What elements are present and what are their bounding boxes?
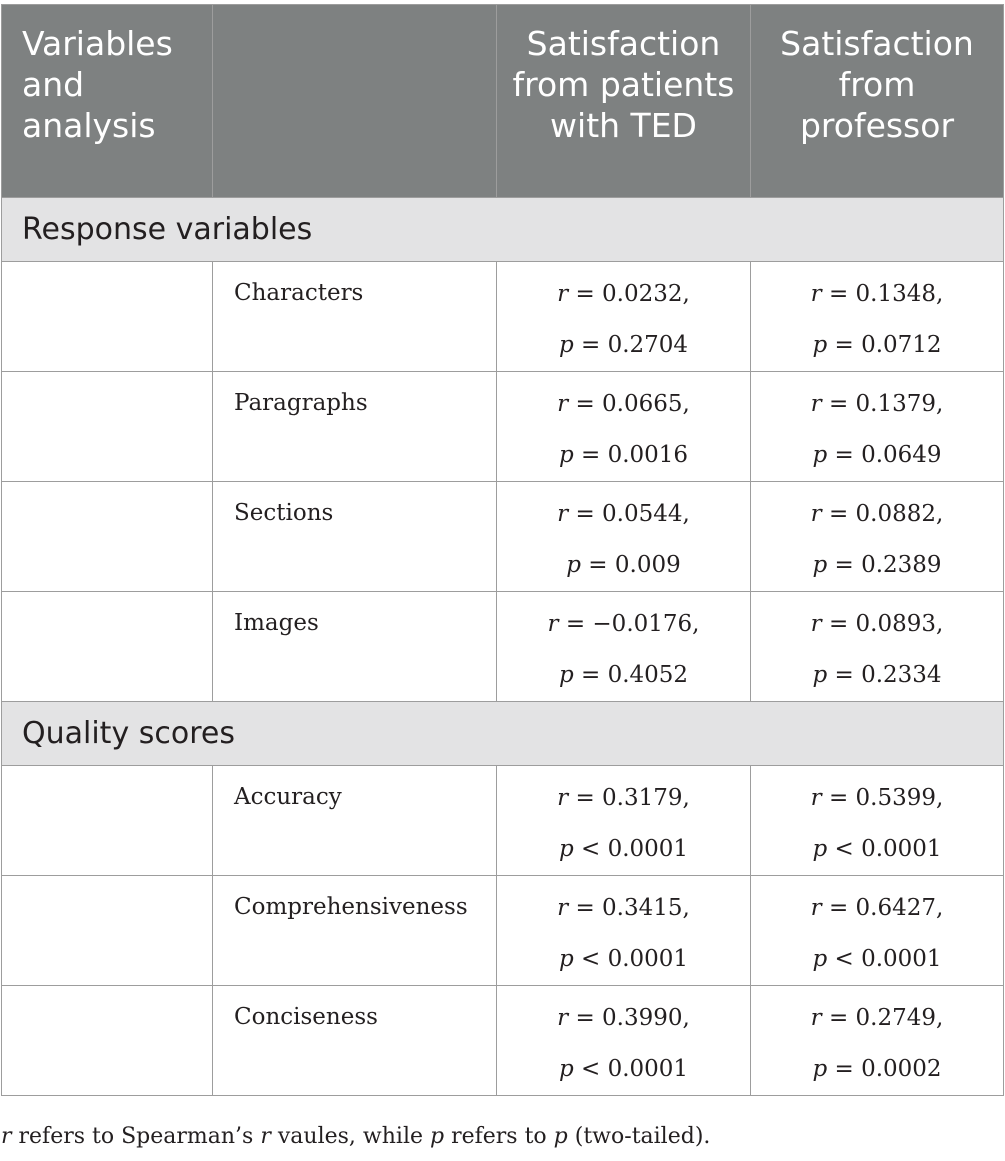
p-line: p < 0.0001: [812, 946, 942, 972]
table-footnote: r refers to Spearman’s r vaules, while p refers to p (two-tailed).: [1, 1124, 711, 1149]
professor-value-cell: [751, 482, 1004, 592]
r-line: r = 0.0232,: [557, 281, 690, 307]
r-line: r = −0.0176,: [547, 611, 700, 637]
variable-name: Accuracy: [213, 766, 497, 876]
table-row: [2, 372, 1004, 482]
r-line: r = 0.0893,: [810, 611, 944, 637]
blank-cell: [2, 986, 213, 1096]
r-line: r = 0.0544,: [557, 501, 690, 527]
p-line: p = 0.2704: [558, 332, 689, 358]
p-line: p = 0.0712: [812, 332, 942, 358]
patients-value-cell: [497, 986, 751, 1096]
r-line: r = 0.5399,: [810, 785, 944, 811]
professor-value-cell: [751, 372, 1004, 482]
variable-name: Paragraphs: [213, 372, 497, 482]
professor-value-cell: [751, 986, 1004, 1096]
variable-name: Images: [213, 592, 497, 702]
r-line: r = 0.1348,: [810, 281, 944, 307]
blank-cell: [2, 592, 213, 702]
r-line: r = 0.0882,: [810, 501, 944, 527]
professor-value-cell: [751, 262, 1004, 372]
patients-value-cell: [497, 766, 751, 876]
professor-value-cell: [751, 876, 1004, 986]
header-satisfaction-patients: Satisfaction from patients with TED: [497, 5, 751, 198]
section-row: [2, 198, 1004, 262]
blank-cell: [2, 262, 213, 372]
patients-value-cell: [497, 482, 751, 592]
p-line: p = 0.2334: [812, 662, 942, 688]
r-line: r = 0.3990,: [557, 1005, 690, 1031]
variable-name: Sections: [213, 482, 497, 592]
p-line: p < 0.0001: [812, 836, 942, 862]
correlation-table: [1, 4, 1004, 1096]
table-row: [2, 986, 1004, 1096]
table-row: [2, 766, 1004, 876]
table-row: [2, 482, 1004, 592]
patients-value-cell: [497, 372, 751, 482]
r-line: r = 0.2749,: [810, 1005, 944, 1031]
table-body: [2, 198, 1004, 1096]
table-row: [2, 876, 1004, 986]
r-line: r = 0.6427,: [810, 895, 944, 921]
p-line: p = 0.0002: [812, 1056, 942, 1082]
patients-value-cell: [497, 876, 751, 986]
r-line: r = 0.1379,: [810, 391, 944, 417]
r-line: r = 0.3179,: [557, 785, 690, 811]
section-title: Quality scores: [2, 702, 1004, 766]
p-line: p = 0.0016: [558, 442, 689, 468]
table-row: [2, 592, 1004, 702]
section-title: Response variables: [2, 198, 1004, 262]
blank-cell: [2, 482, 213, 592]
header-row: [2, 5, 1004, 198]
variable-name: Conciseness: [213, 986, 497, 1096]
header-blank: [213, 5, 497, 198]
section-row: [2, 702, 1004, 766]
patients-value-cell: [497, 262, 751, 372]
header-satisfaction-professor: Satisfaction from professor: [751, 5, 1004, 198]
blank-cell: [2, 876, 213, 986]
variable-name: Comprehensiveness: [213, 876, 497, 986]
p-line: p < 0.0001: [558, 836, 689, 862]
r-line: r = 0.3415,: [557, 895, 690, 921]
p-line: p = 0.0649: [812, 442, 942, 468]
professor-value-cell: [751, 766, 1004, 876]
header-variables-and-analysis: Variables and analysis: [2, 5, 213, 198]
blank-cell: [2, 766, 213, 876]
patients-value-cell: [497, 592, 751, 702]
p-line: p = 0.2389: [812, 552, 942, 578]
p-line: p = 0.009: [566, 552, 681, 578]
variable-name: Characters: [213, 262, 497, 372]
p-line: p = 0.4052: [558, 662, 689, 688]
table-row: [2, 262, 1004, 372]
blank-cell: [2, 372, 213, 482]
p-line: p < 0.0001: [558, 946, 689, 972]
professor-value-cell: [751, 592, 1004, 702]
r-line: r = 0.0665,: [557, 391, 690, 417]
p-line: p < 0.0001: [558, 1056, 689, 1082]
